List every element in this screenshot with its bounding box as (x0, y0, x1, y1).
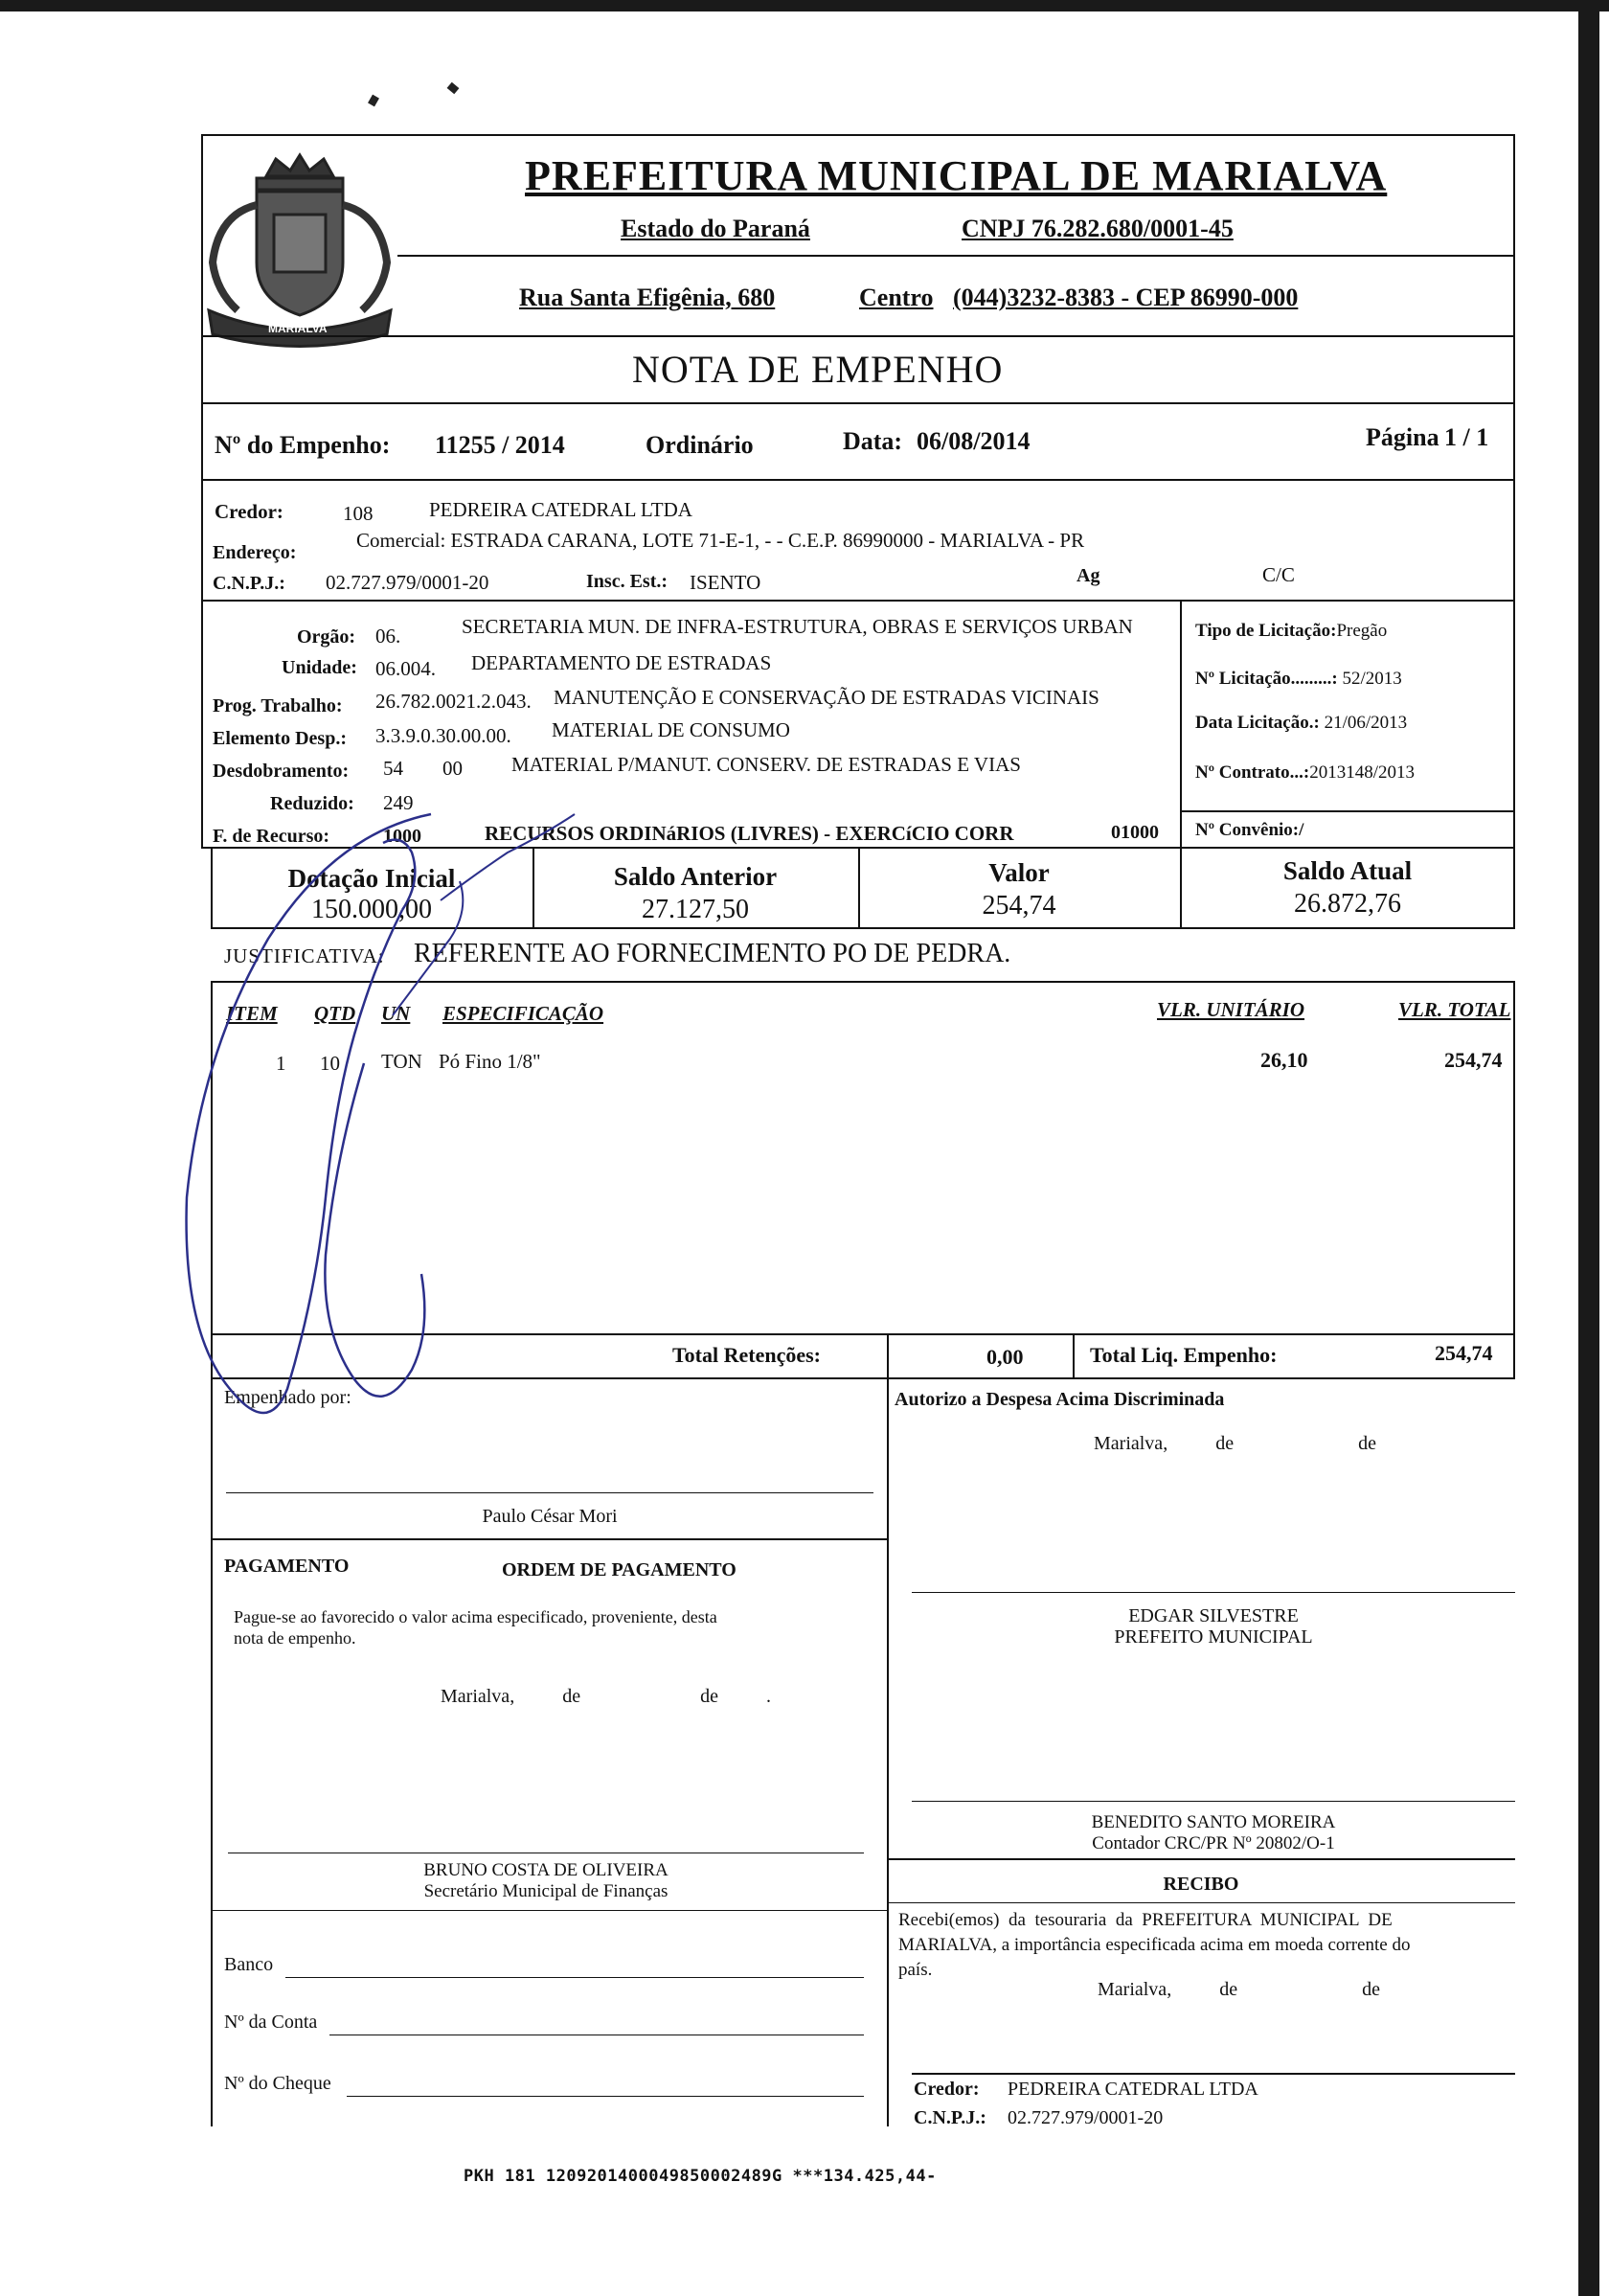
retencoes-label: Total Retenções: (672, 1343, 821, 1367)
empenhado-name: Paulo César Mori (482, 1506, 618, 1527)
address-label: Endereço: (213, 542, 297, 563)
recurso-number: 01000 (1111, 822, 1159, 843)
dotacao-value: 150.000,00 (311, 895, 432, 924)
empenhado-bottom-line (211, 1538, 887, 1540)
header-divider (397, 255, 1513, 257)
row-total: 254,74 (1444, 1048, 1503, 1072)
page-number: 1 / 1 (1444, 423, 1489, 451)
header-street: Rua Santa Efigênia, 680 (519, 284, 776, 311)
elemento-code: 3.3.9.0.30.00.00. (375, 724, 511, 747)
banco-field[interactable] (285, 1977, 864, 1978)
empenho-date: 06/08/2014 (917, 427, 1031, 455)
handwritten-signature (163, 795, 623, 1485)
header-bottom-line (201, 335, 1515, 337)
pagamento-text-2: nota de empenho. (234, 1628, 356, 1648)
liq-value: 254,74 (1435, 1341, 1493, 1365)
unidade-desc: DEPARTAMENTO DE ESTRADAS (471, 651, 772, 674)
empenho-number-label: Nº do Empenho: (215, 431, 391, 459)
col-item: ITEM (226, 1002, 278, 1025)
lower-left-border (211, 1379, 213, 2126)
licitacao-tipo-label (1195, 621, 1387, 642)
orgao-code: 06. (375, 625, 401, 648)
elemento-desc: MATERIAL DE CONSUMO (552, 718, 790, 741)
header-phone-cep: (044)3232-8383 - CEP 86990-000 (953, 284, 1299, 311)
licitacao-data-label-text: Data Licitação.: (1195, 713, 1320, 733)
prog-desc: MANUTENÇÃO E CONSERVAÇÃO DE ESTRADAS VICINAIS (554, 686, 1099, 709)
insc-label: Insc. Est.: (586, 571, 669, 592)
licitacao-num-label (1195, 669, 1402, 690)
licitacao-num-label-text: Nº Licitação.........: (1195, 669, 1338, 689)
recurso-label: F. de Recurso: (213, 826, 330, 847)
municipal-crest-icon (199, 148, 400, 349)
elemento-label: Elemento Desp.: (213, 728, 347, 749)
saldo-anterior-value: 27.127,50 (642, 895, 749, 924)
cc-label: C/C (1262, 563, 1295, 586)
row-un: TON (381, 1050, 422, 1073)
prog-code: 26.782.0021.2.043. (375, 690, 532, 713)
licitacao-contrato-label-text: Nº Contrato...: (1195, 762, 1310, 783)
row-unit: 26,10 (1260, 1048, 1308, 1072)
desdobramento-desc: MATERIAL P/MANUT. CONSERV. DE ESTRADAS E VIAS (511, 753, 1021, 776)
orgao-label: Orgão: (297, 626, 356, 648)
unidade-label: Unidade: (282, 657, 357, 678)
unidade-code: 06.004. (375, 657, 436, 680)
scan-mark-2 (447, 82, 460, 95)
ordem-pagamento: ORDEM DE PAGAMENTO (502, 1559, 737, 1580)
totals-div-1 (887, 1333, 889, 1379)
valor-value: 254,74 (982, 891, 1056, 921)
justificativa-label: JUSTIFICATIVA: (224, 944, 385, 967)
secretario-bottom-line (211, 1910, 887, 1911)
recibo-cnpj: 02.727.979/0001-20 (1008, 2107, 1164, 2128)
recurso-code: 1000 (383, 826, 421, 847)
totals-div-2 (1073, 1333, 1075, 1379)
licitacao-data: 21/06/2013 (1324, 713, 1408, 733)
scan-top-edge (0, 0, 1609, 11)
orgao-desc: SECRETARIA MUN. DE INFRA-ESTRUTURA, OBRAS E SERVIÇOS URBAN (462, 615, 1133, 638)
credor-name: PEDREIRA CATEDRAL LTDA (429, 498, 692, 521)
recibo-top-line (887, 1858, 1515, 1860)
scan-right-edge (1578, 11, 1599, 2296)
secretario-name: BRUNO COSTA DE OLIVEIRA (423, 1860, 669, 1880)
convenio-line (1180, 810, 1515, 812)
retencoes-value: 0,00 (986, 1345, 1024, 1369)
contador-name: BENEDITO SANTO MOREIRA (1091, 1812, 1336, 1832)
banco-label: Banco (224, 1954, 274, 1975)
ag-label: Ag (1076, 565, 1100, 586)
recibo-line-3: país. (898, 1960, 933, 1980)
page-label: Página (1366, 423, 1439, 451)
prefeito-sign-line (912, 1592, 1515, 1593)
credor-address: Comercial: ESTRADA CARANA, LOTE 71-E-1, - - C.E.P. 86990000 - MARIALVA - PR (356, 529, 1085, 552)
licitacao-num: 52/2013 (1342, 669, 1402, 689)
valor-label: Valor (988, 858, 1050, 887)
cnpj-label: C.N.P.J.: (213, 573, 285, 594)
conta-label: Nº da Conta (224, 2012, 318, 2033)
row-item: 1 (276, 1052, 286, 1075)
prefeito-cargo: PREFEITO MUNICIPAL (1114, 1626, 1313, 1648)
header-state: Estado do Paraná (621, 215, 810, 242)
dotacao-label: Dotação Inicial (287, 864, 456, 893)
lower-middle-border (887, 1379, 889, 2126)
credor-label: Credor: (215, 500, 283, 523)
empenhado-sign-line (226, 1492, 873, 1493)
liq-label: Total Liq. Empenho: (1090, 1343, 1278, 1367)
page-title: PREFEITURA MUNICIPAL DE MARIALVA (525, 152, 1388, 199)
row-spec: Pó Fino 1/8" (439, 1050, 541, 1073)
pagamento-text-1: Pague-se ao favorecido o valor acima especificado, proveniente, desta (234, 1607, 717, 1626)
recibo-cnpj-label: C.N.P.J.: (914, 2107, 986, 2128)
recibo-title-line (887, 1902, 1515, 1903)
justificativa-text: REFERENTE AO FORNECIMENTO PO DE PEDRA. (414, 939, 1011, 968)
recibo-credor-line (912, 2073, 1515, 2075)
row-qtd: 10 (320, 1052, 340, 1075)
pagamento-label: PAGAMENTO (224, 1556, 350, 1577)
desdobramento-label: Desdobramento: (213, 761, 350, 782)
saldo-atual-value: 26.872,76 (1294, 889, 1401, 919)
insc-value: ISENTO (690, 571, 761, 594)
desdobramento-sub: 00 (442, 757, 463, 780)
prefeito-name: EDGAR SILVESTRE (1128, 1605, 1299, 1626)
credor-cnpj: 02.727.979/0001-20 (326, 571, 489, 594)
crest-text: MARIALVA (268, 322, 328, 335)
items-right-border (1513, 981, 1515, 1345)
prog-label: Prog. Trabalho: (213, 695, 343, 716)
col-vlr-unitario: VLR. UNITÁRIO (1157, 998, 1305, 1021)
header-cnpj: CNPJ 76.282.680/0001-45 (962, 215, 1234, 242)
scan-mark-1 (368, 95, 379, 107)
recibo-title: RECIBO (1163, 1874, 1239, 1895)
autorizo-text: Autorizo a Despesa Acima Discriminada (895, 1389, 1225, 1410)
recurso-desc: RECURSOS ORDINáRIOS (LIVRES) - EXERCíCIO CORR (485, 822, 1014, 845)
header-district: Centro (859, 284, 934, 311)
cheque-field[interactable] (347, 2096, 864, 2097)
contador-sign-line (912, 1801, 1515, 1802)
licitacao-tipo: Pregão (1336, 621, 1388, 641)
empenho-number: 11255 / 2014 (435, 431, 565, 459)
licitacao-tipo-label-text: Tipo de Licitação: (1195, 621, 1337, 641)
autorizo-local-data: Marialva, de de (1094, 1433, 1376, 1454)
licitacao-contrato: 2013148/2013 (1309, 762, 1415, 783)
credor-code: 108 (343, 502, 374, 525)
contador-cargo: Contador CRC/PR Nº 20802/O-1 (1092, 1833, 1335, 1853)
cheque-label: Nº do Cheque (224, 2073, 331, 2094)
empenho-type: Ordinário (646, 431, 754, 459)
desdobramento-code: 54 (383, 757, 403, 780)
footer-code: PKH 181 1209201400049850002489G ***134.425,44- (464, 2167, 937, 2186)
licitacao-convenio: Nº Convênio:/ (1195, 820, 1304, 840)
col-especificacao: ESPECIFICAÇÃO (442, 1002, 604, 1025)
recibo-credor: PEDREIRA CATEDRAL LTDA (1008, 2079, 1258, 2100)
pagamento-local-data: Marialva, de de . (441, 1686, 771, 1707)
secretario-cargo: Secretário Municipal de Finanças (423, 1881, 669, 1901)
saldo-anterior-label: Saldo Anterior (613, 862, 778, 891)
licitacao-contrato-label (1195, 762, 1415, 784)
col-vlr-total: VLR. TOTAL (1398, 998, 1511, 1021)
recibo-local-data: Marialva, de de (1098, 1979, 1380, 2000)
empenho-date-label: Data: (843, 427, 903, 455)
col-qtd: QTD (314, 1002, 356, 1025)
empenhado-label: Empenhado por: (224, 1387, 351, 1408)
saldo-atual-label: Saldo Atual (1282, 856, 1413, 885)
recibo-line-1: Recebi(emos) da tesouraria da PREFEITURA MUNICIPAL DE (898, 1910, 1393, 1930)
document-title: NOTA DE EMPENHO (632, 348, 1004, 391)
reduzido-code: 249 (383, 791, 414, 814)
recibo-line-2: MARIALVA, a importância especificada acima em moeda corrente do (898, 1935, 1411, 1955)
reduzido-label: Reduzido: (270, 793, 354, 814)
licitacao-data-label (1195, 713, 1407, 734)
recibo-credor-label: Credor: (914, 2079, 980, 2100)
col-un: UN (381, 1002, 411, 1025)
